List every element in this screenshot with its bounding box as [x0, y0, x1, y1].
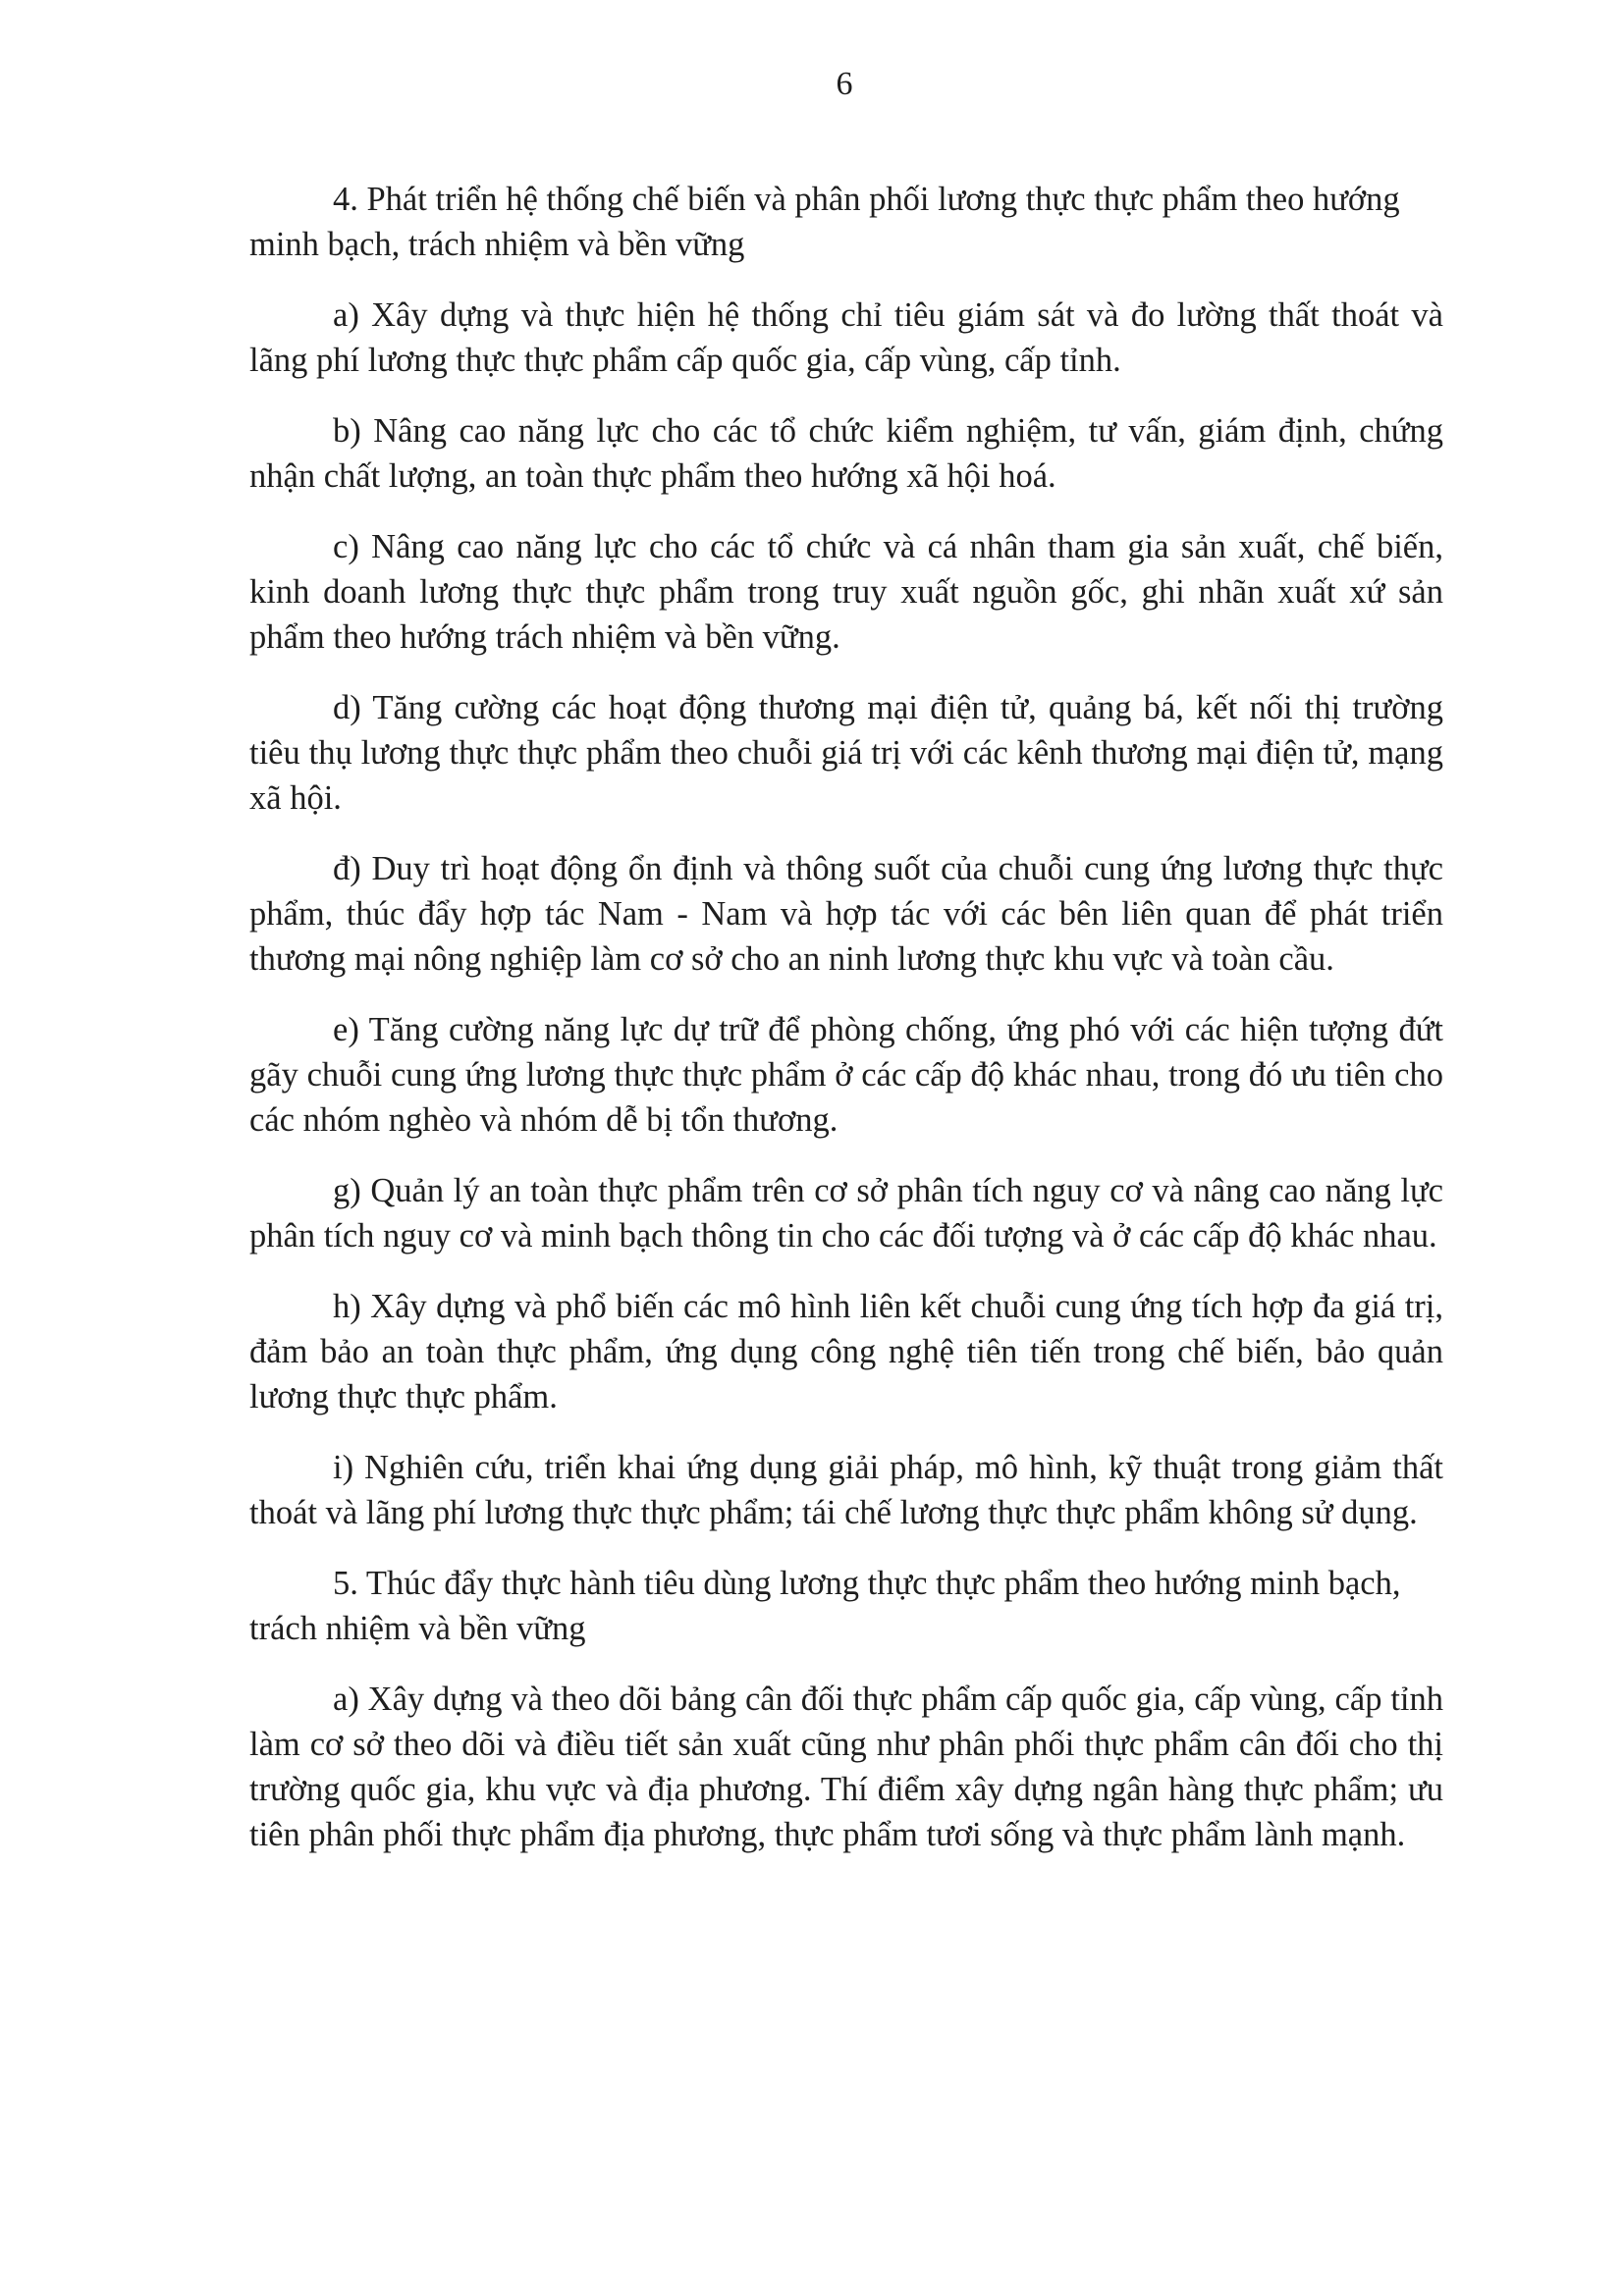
item-4h: h) Xây dựng và phổ biến các mô hình liên kết chuỗi cung ứng tích hợp đa giá trị, đảm bảo an toàn thực phẩm, ứng dụng công nghệ tiên tiến trong chế biến, bảo quản lương thực thực phẩm. [249, 1288, 1443, 1415]
item-5a: a) Xây dựng và theo dõi bảng cân đối thực phẩm cấp quốc gia, cấp vùng, cấp tỉnh làm cơ sở theo dõi và điều tiết sản xuất cũng như phân phối thực phẩm cân đối cho thị trường quốc gia, khu vực và địa phương. Thí điểm xây dựng ngân hàng thực phẩm; ưu tiên phân phối thực phẩm địa phương, thực phẩm tươi sống và thực phẩm lành mạnh. [249, 1681, 1443, 1853]
item-4g: g) Quản lý an toàn thực phẩm trên cơ sở phân tích nguy cơ và nâng cao năng lực phân tích nguy cơ và minh bạch thông tin cho các đối tượng và ở các cấp độ khác nhau. [249, 1172, 1443, 1255]
section-heading-4: 4. Phát triển hệ thống chế biến và phân phối lương thực thực phẩm theo hướng minh bạch, trách nhiệm và bền vững [249, 181, 1400, 263]
item-4c: c) Nâng cao năng lực cho các tổ chức và cá nhân tham gia sản xuất, chế biến, kinh doanh lương thực thực phẩm trong truy xuất nguồn gốc, ghi nhãn xuất xứ sản phẩm theo hướng trách nhiệm và bền vững. [249, 528, 1443, 656]
item-4dd: đ) Duy trì hoạt động ổn định và thông suốt của chuỗi cung ứng lương thực thực phẩm, thúc đẩy hợp tác Nam - Nam và hợp tác với các bên liên quan để phát triển thương mại nông nghiệp làm cơ sở cho an ninh lương thực khu vực và toàn cầu. [249, 850, 1443, 978]
item-4b: b) Nâng cao năng lực cho các tổ chức kiểm nghiệm, tư vấn, giám định, chứng nhận chất lượng, an toàn thực phẩm theo hướng xã hội hoá. [249, 412, 1443, 495]
item-4e: e) Tăng cường năng lực dự trữ để phòng chống, ứng phó với các hiện tượng đứt gãy chuỗi cung ứng lương thực thực phẩm ở các cấp độ khác nhau, trong đó ưu tiên cho các nhóm nghèo và nhóm dễ bị tổn thương. [249, 1011, 1443, 1139]
item-4d: d) Tăng cường các hoạt động thương mại điện tử, quảng bá, kết nối thị trường tiêu thụ lương thực thực phẩm theo chuỗi giá trị với các kênh thương mại điện tử, mạng xã hội. [249, 689, 1443, 817]
page-number: 6 [836, 66, 853, 102]
section-heading-5: 5. Thúc đẩy thực hành tiêu dùng lương thực thực phẩm theo hướng minh bạch, trách nhiệm và bền vững [249, 1565, 1401, 1647]
item-4i: i) Nghiên cứu, triển khai ứng dụng giải pháp, mô hình, kỹ thuật trong giảm thất thoát và lãng phí lương thực thực phẩm; tái chế lương thực thực phẩm không sử dụng. [249, 1449, 1443, 1531]
item-4a: a) Xây dựng và thực hiện hệ thống chỉ tiêu giám sát và đo lường thất thoát và lãng phí lương thực thực phẩm cấp quốc gia, cấp vùng, cấp tỉnh. [249, 296, 1443, 379]
document-body [249, 177, 1443, 1883]
